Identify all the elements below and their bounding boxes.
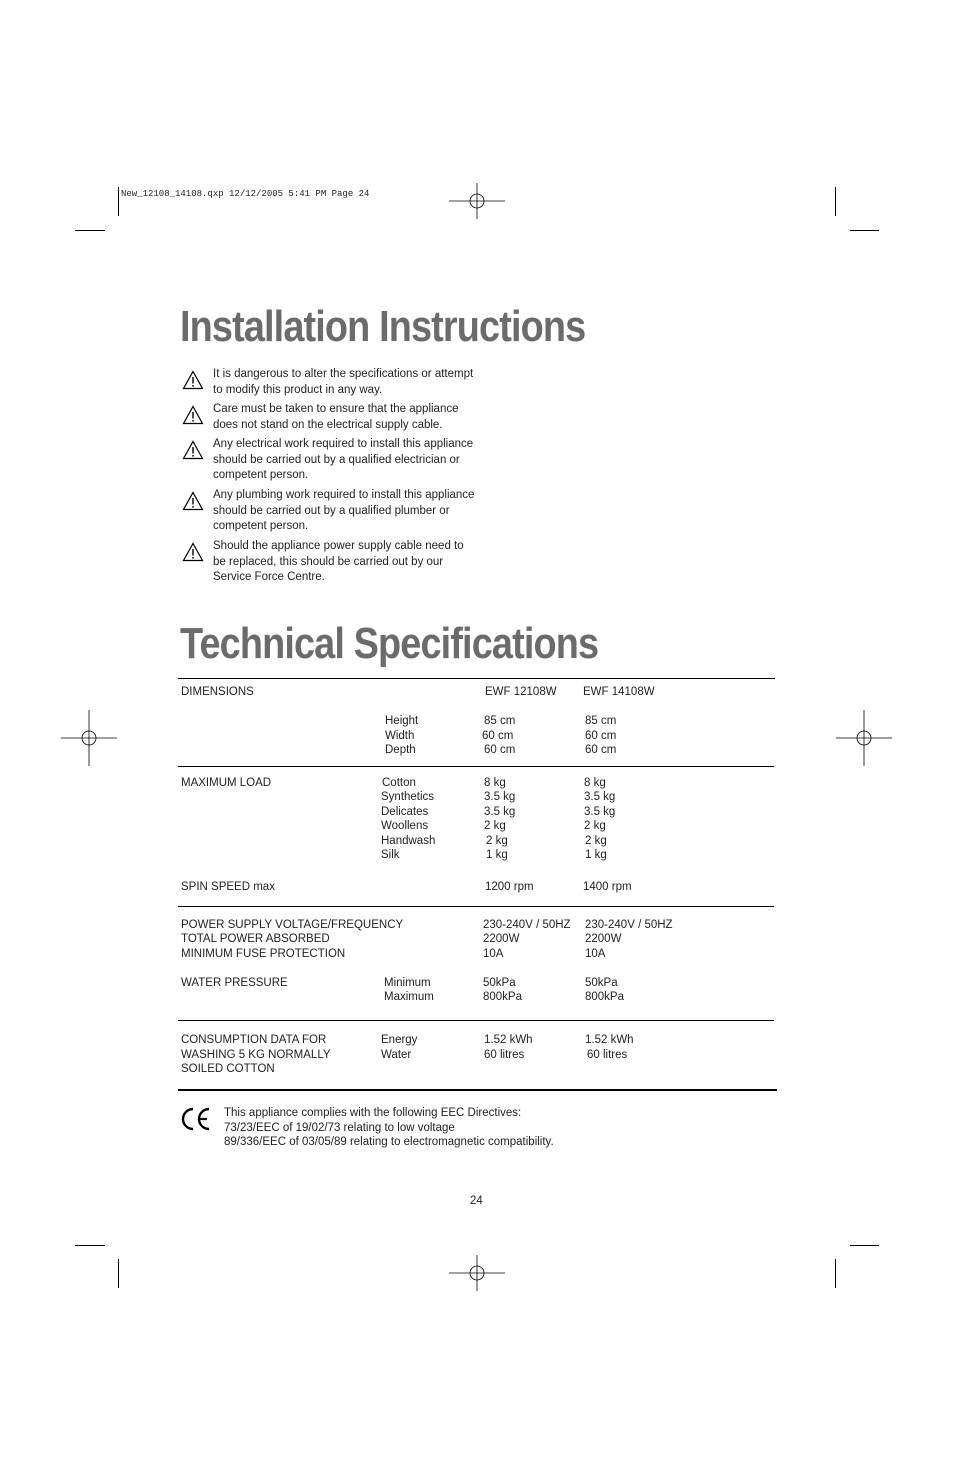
warning-line: Any plumbing work required to install this appliance (213, 489, 475, 501)
spec-value-b: 60 cm (585, 730, 617, 742)
registration-mark-icon (447, 1243, 507, 1303)
crop-mark (850, 1245, 879, 1246)
water-pressure-label: WATER PRESSURE (181, 977, 288, 989)
spec-value-b: 50kPa (585, 977, 618, 989)
installation-heading: Installation Instructions (180, 302, 586, 351)
spec-value-a: 2200W (483, 933, 520, 945)
warning-text (213, 367, 503, 398)
spec-value-a: 60 litres (484, 1049, 525, 1061)
spec-value-b: 1.52 kWh (585, 1034, 634, 1046)
table-rule (178, 1089, 777, 1091)
warning-triangle-icon (182, 405, 204, 425)
warning-line: competent person. (213, 520, 309, 533)
warning-text (213, 539, 503, 586)
spec-value-b: 1 kg (585, 849, 607, 861)
spec-value-a: 60 cm (484, 744, 516, 756)
spec-value-a: 800kPa (483, 991, 523, 1003)
compliance-line: 89/336/EEC of 03/05/89 relating to electromagnetic compatibility. (224, 1136, 554, 1149)
consumption-label: WASHING 5 KG NORMALLY (181, 1049, 331, 1061)
spin-speed-label: SPIN SPEED max (181, 881, 275, 893)
consumption-label: CONSUMPTION DATA FOR (181, 1034, 327, 1046)
model-a-header: EWF 12108W (485, 686, 557, 698)
warning-line: should be carried out by a qualified electrician or (213, 453, 460, 466)
registration-mark-icon (447, 171, 507, 231)
spec-name: Handwash (381, 835, 436, 847)
warning-triangle-icon (182, 440, 204, 460)
warning-line: Service Force Centre. (213, 571, 325, 584)
warning-triangle-icon (182, 491, 204, 511)
table-rule (178, 1020, 774, 1021)
page-number: 24 (470, 1195, 483, 1207)
spec-value-a: 2 kg (486, 835, 508, 847)
warning-line: Any electrical work required to install this appliance (213, 438, 474, 450)
spec-value-a: 2 kg (484, 820, 506, 832)
spec-name: Energy (381, 1034, 418, 1046)
crop-mark (75, 230, 105, 231)
spec-value-b: 1400 rpm (583, 881, 632, 893)
crop-mark (835, 187, 836, 216)
power-supply-label: POWER SUPPLY VOLTAGE/FREQUENCY (181, 919, 404, 931)
spec-value-a: 3.5 kg (484, 806, 516, 818)
warning-triangle-icon (182, 542, 204, 562)
crop-mark (118, 1259, 119, 1288)
spec-value-a: 10A (483, 948, 504, 960)
technical-specifications-heading: Technical Specifications (180, 619, 599, 668)
spec-name: Silk (381, 849, 400, 861)
spec-value-a: 1.52 kWh (484, 1034, 533, 1046)
spec-value-b: 10A (585, 948, 606, 960)
warning-line: does not stand on the electrical supply cable. (213, 418, 443, 431)
total-power-label: TOTAL POWER ABSORBED (181, 933, 330, 945)
warning-line: Care must be taken to ensure that the appliance (213, 403, 459, 415)
spec-name: Depth (385, 744, 416, 756)
warning-text (213, 437, 503, 484)
warning-triangle-icon (182, 370, 204, 390)
table-rule (178, 678, 775, 679)
spec-value-b: 60 litres (587, 1049, 628, 1061)
spec-value-b: 800kPa (585, 991, 625, 1003)
max-load-label: MAXIMUM LOAD (181, 777, 272, 789)
spec-value-a: 3.5 kg (484, 791, 516, 803)
compliance-line: 73/23/EEC of 19/02/73 relating to low voltage (224, 1121, 455, 1134)
spec-name: Delicates (381, 806, 429, 818)
table-rule (178, 906, 774, 907)
spec-value-a: 1200 rpm (485, 881, 534, 893)
table-rule (178, 766, 774, 767)
spec-value-b: 3.5 kg (584, 791, 616, 803)
spec-value-b: 2 kg (584, 820, 606, 832)
spec-value-b: 60 cm (585, 744, 617, 756)
registration-mark-icon (834, 708, 894, 768)
file-slug: New_12108_14108.qxp 12/12/2005 5:41 PM Page 24 (121, 189, 370, 199)
spec-value-b: 85 cm (585, 715, 617, 727)
spec-name: Height (385, 715, 419, 727)
crop-mark (75, 1245, 105, 1246)
warning-text (213, 488, 503, 535)
crop-mark (118, 187, 119, 216)
fuse-protection-label: MINIMUM FUSE PROTECTION (181, 948, 346, 960)
warning-line: to modify this product in any way. (213, 383, 383, 396)
consumption-label: SOILED COTTON (181, 1063, 275, 1075)
spec-name: Cotton (382, 777, 416, 789)
spec-value-a: 85 cm (484, 715, 516, 727)
spec-name: Width (385, 730, 415, 742)
spec-name: Water (381, 1049, 412, 1061)
warning-line: be replaced, this should be carried out by our (213, 555, 444, 568)
compliance-line: This appliance complies with the following EEC Directives: (224, 1107, 522, 1119)
warning-line: It is dangerous to alter the specifications or attempt (213, 368, 474, 380)
spec-value-b: 2200W (585, 933, 622, 945)
spec-value-a: 230-240V / 50HZ (483, 919, 571, 931)
spec-name: Woollens (381, 820, 429, 832)
ce-mark-icon (180, 1106, 212, 1132)
ce-compliance-text (224, 1106, 554, 1150)
spec-value-a: 50kPa (483, 977, 516, 989)
warning-text (213, 402, 503, 433)
spec-value-b: 3.5 kg (584, 806, 616, 818)
warning-line: Should the appliance power supply cable need to (213, 540, 464, 552)
spec-name: Synthetics (381, 791, 435, 803)
warning-line: should be carried out by a qualified plumber or (213, 504, 450, 517)
spec-value-a: 60 cm (482, 730, 514, 742)
spec-name: Minimum (384, 977, 431, 989)
crop-mark (850, 230, 879, 231)
spec-value-a: 8 kg (484, 777, 506, 789)
spec-value-b: 2 kg (585, 835, 607, 847)
spec-value-b: 8 kg (584, 777, 606, 789)
spec-name: Maximum (384, 991, 434, 1003)
spec-value-b: 230-240V / 50HZ (585, 919, 673, 931)
warning-line: competent person. (213, 469, 309, 482)
spec-value-a: 1 kg (486, 849, 508, 861)
model-b-header: EWF 14108W (583, 686, 655, 698)
registration-mark-icon (59, 708, 119, 768)
crop-mark (835, 1259, 836, 1288)
dimensions-label: DIMENSIONS (181, 686, 254, 698)
